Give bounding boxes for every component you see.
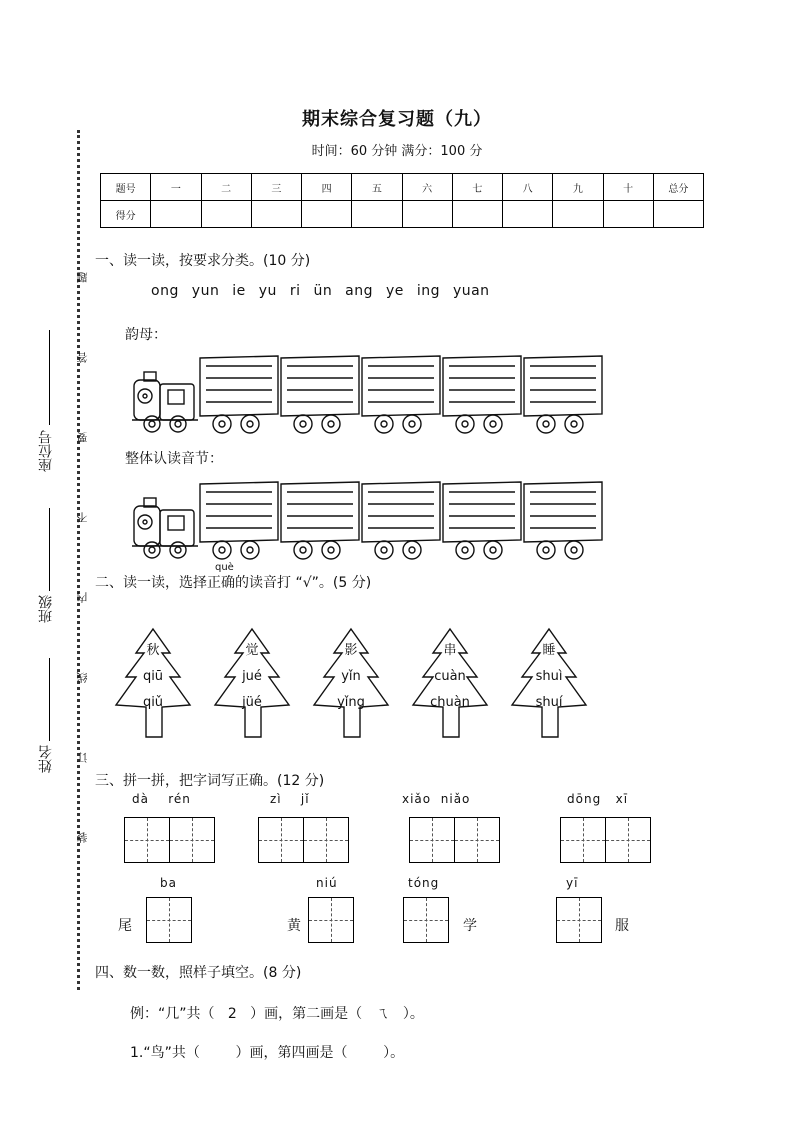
score-input-cell[interactable]	[402, 201, 452, 228]
pinyin-option[interactable]: yǐng	[337, 695, 365, 710]
page-subtitle: 时间：60 分钟 满分：100 分	[311, 144, 483, 159]
word-pinyin: dà rén	[132, 792, 191, 806]
given-char: 黄	[287, 918, 301, 934]
q1-heading: 一、读一读，按要求分类。(10 分)	[95, 253, 311, 269]
score-input-cell[interactable]	[603, 201, 653, 228]
syllable: yu	[258, 283, 277, 299]
word-pinyin: zì jǐ	[270, 792, 310, 806]
q2-heading-part: 的读音打 “√”。(5 分)	[235, 575, 372, 591]
q4-example: 例：“几”共（ 2 ）画，第二画是（ ㄟ ）。	[130, 1006, 424, 1022]
score-header-row	[101, 174, 704, 201]
score-header-cell: 题号	[101, 174, 151, 201]
syllable: yuan	[452, 283, 490, 299]
pinyin-option[interactable]: chuàn	[430, 695, 470, 710]
syllable: ie	[232, 283, 246, 299]
tree-char: 睡	[542, 643, 556, 658]
score-table	[100, 173, 704, 228]
writing-grid[interactable]	[560, 817, 606, 863]
q4-item[interactable]: 1.“鸟”共（ ）画，第四画是（ ）。	[130, 1045, 405, 1061]
q2-ruby-pinyin: què	[215, 562, 234, 573]
writing-grid[interactable]	[303, 817, 349, 863]
pinyin-option[interactable]: jüé	[242, 695, 262, 710]
seal-char: 不	[76, 512, 89, 523]
score-row-label: 得分	[101, 201, 151, 228]
score-input-cell[interactable]	[201, 201, 251, 228]
pinyin-option[interactable]: qiǔ	[142, 695, 164, 710]
syllable: ang	[345, 283, 374, 299]
seal-char: 装	[76, 832, 89, 843]
binding-dotted-line	[77, 130, 80, 990]
pinyin-option[interactable]: cuàn	[434, 669, 466, 684]
tree-item	[405, 625, 495, 745]
seal-char: 订	[76, 752, 89, 763]
seal-char: 要	[76, 432, 89, 443]
pinyin-option[interactable]: qiū	[142, 669, 164, 684]
score-value-row	[101, 201, 704, 228]
tree-char: 串	[443, 643, 457, 658]
tree-char: 秋	[146, 643, 160, 658]
pinyin-option[interactable]: jué	[242, 669, 262, 684]
writing-grid[interactable]	[409, 817, 455, 863]
syllable: ün	[313, 283, 333, 299]
score-input-cell[interactable]	[503, 201, 553, 228]
word-pinyin: dōng xī	[567, 792, 629, 806]
given-char: 学	[463, 918, 477, 934]
single-pinyin: niú	[316, 876, 338, 890]
pinyin-option[interactable]: yǐn	[341, 669, 361, 684]
writing-grid[interactable]	[258, 817, 304, 863]
tree-item	[306, 625, 396, 745]
name-line[interactable]	[49, 658, 50, 741]
single-pinyin: yī	[566, 876, 579, 890]
train-icon	[128, 352, 608, 436]
tree-item	[108, 625, 198, 745]
syllable: yun	[191, 283, 220, 299]
q2-heading	[95, 562, 372, 592]
name-label: 姓名	[38, 745, 54, 773]
score-header-cell: 四	[302, 174, 352, 201]
seat-number-label: 座位号	[38, 430, 54, 472]
q1-syllable-list	[151, 283, 490, 299]
score-input-cell[interactable]	[251, 201, 301, 228]
score-input-cell[interactable]	[302, 201, 352, 228]
seal-char: 题	[76, 272, 89, 283]
tree-item	[504, 625, 594, 745]
given-char: 服	[615, 918, 629, 934]
page-title: 期末综合复习题（九）	[302, 109, 492, 130]
given-char: 尾	[118, 918, 132, 934]
score-header-cell: 三	[251, 174, 301, 201]
tree-char: 觉	[245, 643, 259, 658]
q4-heading: 四、数一数，照样子填空。(8 分)	[95, 965, 302, 981]
score-header-cell: 一	[151, 174, 201, 201]
tree-char: 影	[344, 643, 358, 658]
writing-grid[interactable]	[124, 817, 170, 863]
score-header-cell: 十	[603, 174, 653, 201]
seat-number-line[interactable]	[49, 330, 50, 425]
writing-grid[interactable]	[146, 897, 192, 943]
single-pinyin: ba	[160, 876, 177, 890]
score-header-cell: 五	[352, 174, 402, 201]
syllable: ye	[385, 283, 404, 299]
q2-heading-part: 二、读一读，选择正	[95, 575, 221, 591]
score-header-cell: 八	[503, 174, 553, 201]
score-input-cell[interactable]	[352, 201, 402, 228]
q2-heading-char: 确	[221, 575, 235, 591]
single-pinyin: tóng	[408, 876, 440, 890]
score-header-cell: 七	[452, 174, 502, 201]
syllable: ing	[416, 283, 440, 299]
tree-item	[207, 625, 297, 745]
score-input-cell[interactable]	[653, 201, 703, 228]
seal-char: 答	[76, 352, 89, 363]
seal-char: 线	[76, 672, 89, 683]
syllable: ri	[289, 283, 301, 299]
word-pinyin: xiǎo niǎo	[402, 792, 471, 806]
class-line[interactable]	[49, 508, 50, 591]
writing-grid[interactable]	[454, 817, 500, 863]
writing-grid[interactable]	[556, 897, 602, 943]
finals-label: 韵母：	[125, 327, 167, 343]
score-header-cell: 九	[553, 174, 603, 201]
q2-ruby-char	[215, 562, 235, 591]
score-header-cell: 二	[201, 174, 251, 201]
seal-char: 内	[76, 592, 89, 603]
score-input-cell[interactable]	[452, 201, 502, 228]
writing-grid[interactable]	[605, 817, 651, 863]
score-input-cell[interactable]	[553, 201, 603, 228]
pinyin-option[interactable]: shuí	[535, 695, 563, 710]
class-label: 班级	[38, 595, 54, 623]
syllable: ong	[151, 283, 179, 299]
pinyin-option[interactable]: shuì	[535, 669, 563, 684]
writing-grid[interactable]	[169, 817, 215, 863]
whole-syllable-label: 整体认读音节：	[125, 451, 223, 467]
writing-grid[interactable]	[308, 897, 354, 943]
writing-grid[interactable]	[403, 897, 449, 943]
q3-heading: 三、拼一拼，把字词写正确。(12 分)	[95, 773, 325, 789]
score-header-cell: 总分	[653, 174, 703, 201]
score-header-cell: 六	[402, 174, 452, 201]
score-input-cell[interactable]	[151, 201, 201, 228]
train-icon	[128, 478, 608, 562]
